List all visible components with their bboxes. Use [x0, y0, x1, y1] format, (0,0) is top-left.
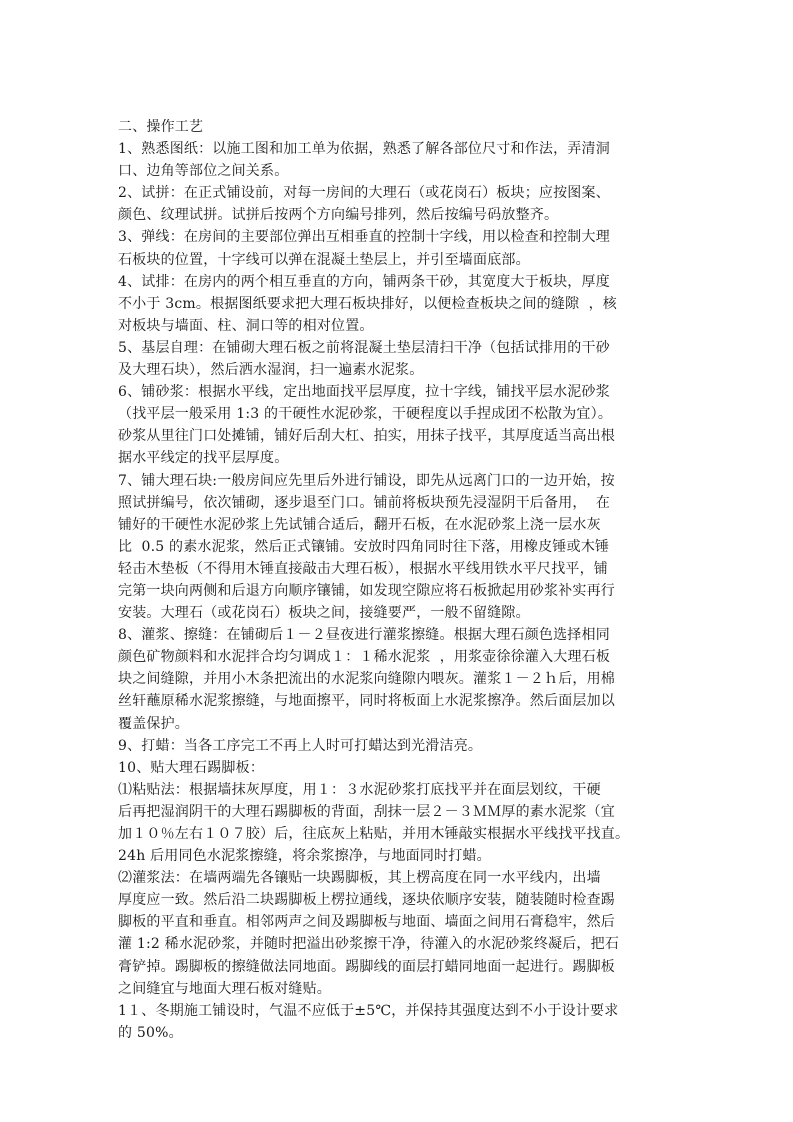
- text-line: 1、熟悉图纸：以施工图和加工单为依据，熟悉了解各部位尺寸和作法，弄清洞: [118, 141, 610, 158]
- text-line: 不小于 3cm。根据图纸要求把大理石板块排好，以便检查板块之间的缝隙 ，核: [118, 295, 617, 312]
- text-line: 9、打蜡：当各工序完工不再上人时可打蜡达到光滑洁亮。: [118, 737, 483, 754]
- text-line: 比 0.5 的素水泥浆，然后正式镶铺。安放时四角同时往下落，用橡皮锤或木锤: [118, 538, 610, 555]
- text-line: 的 50%。: [118, 1024, 183, 1041]
- text-line: 颜色矿物颜料和水泥拌合均匀调成１：１稀水泥浆 ，用浆壶徐徐灌入大理石板: [118, 649, 611, 666]
- text-line: 口、边角等部位之间关系。: [118, 163, 289, 180]
- text-line: 5、基层自理：在铺砌大理石板之前将混凝土垫层清扫干净（包括试排用的干砂: [118, 339, 610, 356]
- text-line: 对板块与墙面、柱、洞口等的相对位置。: [118, 317, 374, 334]
- text-line: 加１０％左右１０７胶）后，往底灰上粘贴，并用木锤敲实根据水平线找平找直。: [118, 826, 630, 842]
- text-line: 2、试拼：在正式铺设前，对每一房间的大理石（或花岗石）板块；应按图案、: [118, 185, 610, 202]
- text-line: 24h 后用同色水泥浆擦缝，将余浆擦净，与地面同时打蜡。: [118, 848, 491, 865]
- text-line: 砂浆从里往门口处摊铺，铺好后刮大杠、拍实，用抹子找平，其厚度适当高出根: [118, 428, 615, 445]
- text-line: 膏铲掉。踢脚板的擦缝做法同地面。踢脚线的面层打蜡同地面一起进行。踢脚板: [118, 958, 615, 975]
- text-line: 后再把湿润阴干的大理石踢脚板的背面，刮抹一层２－３ＭＭ厚的素水泥浆（宜: [118, 803, 615, 820]
- text-line: 7、铺大理石块:一般房间应先里后外进行铺设，即先从远离门口的一边开始，按: [118, 472, 615, 489]
- text-line: 4、试排：在房内的两个相互垂直的方向，铺两条干砂，其宽度大于板块，厚度: [118, 273, 610, 290]
- text-line: 6、铺砂浆：根据水平线，定出地面找平层厚度，拉十字线，铺找平层水泥砂浆: [118, 384, 610, 401]
- section-heading: 二、操作工艺: [118, 119, 204, 135]
- text-line: 轻击木垫板（不得用木锤直接敲击大理石板），根据水平线用铁水平尺找平，铺: [118, 560, 608, 577]
- text-line: 之间缝宜与地面大理石板对缝贴。: [118, 980, 331, 997]
- text-line: （找平层一般采用 1:3 的干硬性水泥砂浆，干硬程度以手捏成团不松散为宜）。: [118, 406, 613, 423]
- text-line: 及大理石块），然后洒水湿润，扫一遍素水泥浆。: [118, 362, 424, 379]
- text-line: 石板块的位置，十字线可以弹在混凝土垫层上，并引至墙面底部。: [118, 251, 530, 268]
- text-line: 8、灌浆、擦缝：在铺砌后１－２昼夜进行灌浆擦缝。根据大理石颜色选择相同: [118, 627, 610, 644]
- text-line: ⑵灌浆法：在墙两端先各镶贴一块踢脚板，其上楞高度在同一水平线内，出墙: [118, 870, 601, 887]
- text-line: 脚板的平直和垂直。相邻两声之间及踢脚板与地面、墙面之间用石膏稳牢，然后: [118, 914, 615, 931]
- text-line: 3、弹线：在房间的主要部位弹出互相垂直的控制十字线，用以检查和控制大理: [118, 229, 610, 246]
- text-line: 块之间缝隙，并用小木条把流出的水泥浆向缝隙内喂灰。灌浆１－２ｈ后，用棉: [118, 671, 615, 688]
- text-line: 据水平线定的找平层厚度。: [118, 450, 289, 467]
- text-line: 完第一块向两侧和后退方向顺序镶铺，如发现空隙应将石板掀起用砂浆补实再行: [118, 582, 615, 599]
- text-line: 安装。大理石（或花岗石）板块之间，接缝要严，一般不留缝隙。: [118, 605, 530, 622]
- text-line: 1１、冬期施工铺设时，气温不应低于±5℃，并保持其强度达到不小于设计要求: [118, 1002, 619, 1019]
- text-line: 厚度应一致。然后沿二块踢脚板上楞拉通线，逐块依顺序安装，随装随时检查踢: [118, 892, 615, 909]
- text-line: 颜色、纹理试拼。试拼后按两个方向编号排列，然后按编号码放整齐。: [118, 207, 559, 224]
- text-line: 丝轩蘸原稀水泥浆擦缝，与地面擦平，同时将板面上水泥浆擦净。然后面层加以: [118, 693, 615, 710]
- document-body: [118, 116, 680, 1044]
- text-line: 灌 1:2 稀水泥砂浆，并随时把溢出砂浆擦干净，待灌入的水泥砂浆终凝后，把石: [118, 936, 620, 953]
- text-line: 覆盖保护。: [118, 715, 189, 732]
- text-line: 照试拼编号，依次铺砌，逐步退至门口。铺前将板块预先浸湿阴干后备用， 在: [118, 494, 611, 511]
- text-line: ⑴粘贴法：根据墙抹灰厚度，用１：３水泥砂浆打底找平并在面层划纹，干硬: [118, 781, 601, 798]
- text-line: 铺好的干硬性水泥砂浆上先试铺合适后，翻开石板，在水泥砂浆上浇一层水灰: [118, 516, 601, 533]
- text-line: 10、贴大理石踢脚板：: [118, 759, 265, 776]
